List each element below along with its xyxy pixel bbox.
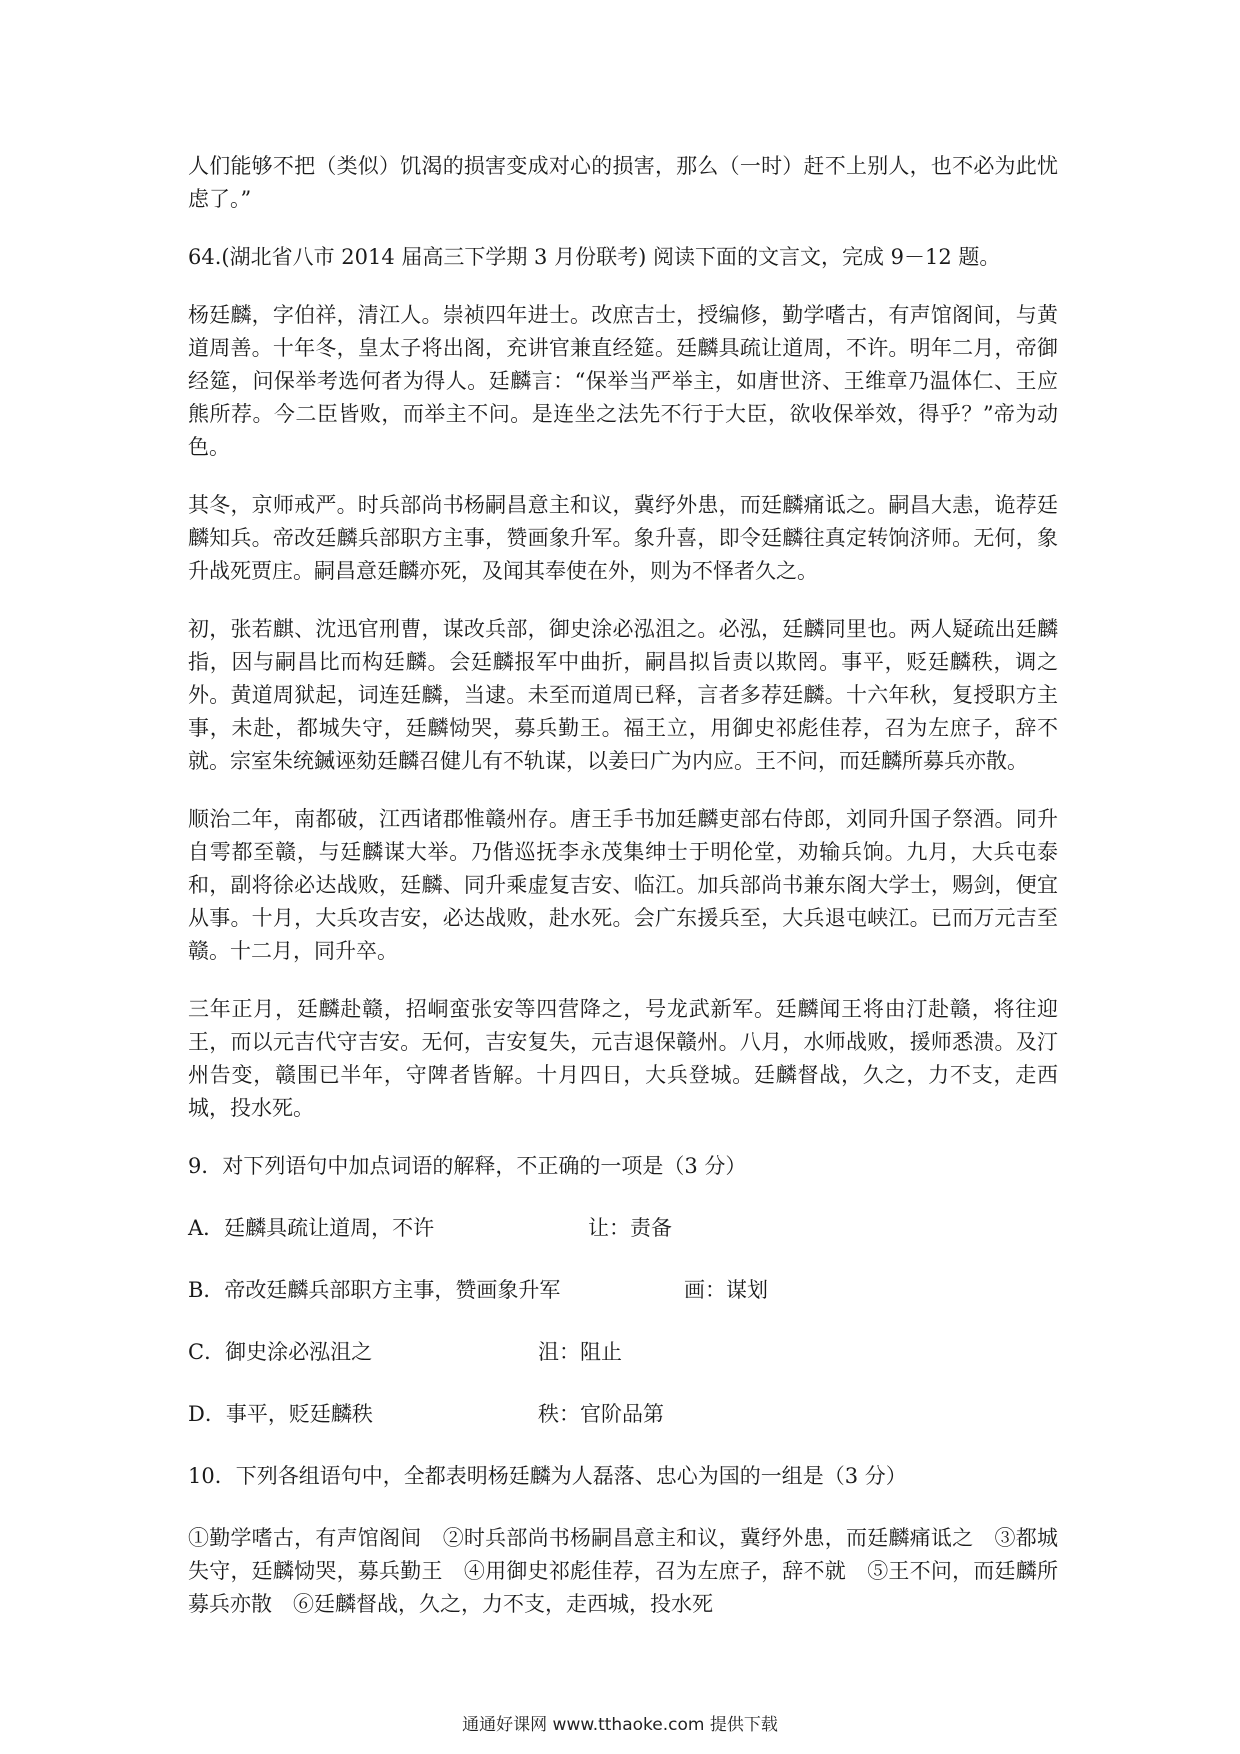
question-9-option-a xyxy=(188,1212,1058,1245)
page-content xyxy=(188,150,1058,1646)
question-header: 64.(湖北省八市 2014 届高三下学期 3 月份联考) 阅读下面的文言文，完成 9－12 题。 xyxy=(188,245,1001,269)
option-gloss: 画：谋划 xyxy=(684,1278,768,1302)
option-sentence: A．廷麟具疏让道周，不许 xyxy=(188,1216,435,1240)
passage-paragraph-4: 顺治二年，南都破，江西诸郡惟赣州存。唐王手书加廷麟吏部右侍郎，刘同升国子祭酒。同升自雩都至赣，与廷麟谋大举。乃偕巡抚李永茂集绅士于明伦堂，劝输兵饷。九月，大兵屯泰和，副将徐必达战败，廷麟、同升乘虚复吉安、临江。加兵部尚书兼东阁大学士，赐剑，便宜从事。十月，大兵攻吉安，必达战败，赴水死。会广东援兵至，大兵退屯峡江。已而万元吉至赣。十二月，同升卒。 xyxy=(188,807,1058,963)
option-gloss: 沮：阻止 xyxy=(538,1340,622,1364)
question-9-stem: 9．对下列语句中加点词语的解释，不正确的一项是（3 分） xyxy=(188,1154,747,1178)
passage-paragraph-2: 其冬，京师戒严。时兵部尚书杨嗣昌意主和议，冀纾外患，而廷麟痛诋之。嗣昌大恚，诡荐廷麟知兵。帝改廷麟兵部职方主事，赞画象升军。象升喜，即令廷麟往真定转饷济师。无何，象升战死贾庄。嗣昌意廷麟亦死，及闻其奉使在外，则为不怿者久之。 xyxy=(188,493,1058,583)
question-9-option-d xyxy=(188,1398,1058,1431)
intro-tail-paragraph: 人们能够不把（类似）饥渴的损害变成对心的损害，那么（一时）赶不上别人，也不必为此忧虑了。” xyxy=(188,154,1058,211)
question-9-option-c xyxy=(188,1336,1058,1369)
option-sentence: B．帝改廷麟兵部职方主事，赞画象升军 xyxy=(188,1278,561,1302)
option-gloss: 秩：官阶品第 xyxy=(538,1402,664,1426)
question-10-stem: 10．下列各组语句中，全都表明杨廷麟为人磊落、忠心为国的一组是（3 分） xyxy=(188,1464,907,1488)
option-gloss: 让：责备 xyxy=(588,1216,672,1240)
passage-paragraph-5: 三年正月，廷麟赴赣，招峒蛮张安等四营降之，号龙武新军。廷麟闻王将由汀赴赣，将往迎王，而以元吉代守吉安。无何，吉安复失，元吉退保赣州。八月，水师战败，援师悉溃。及汀州告变，赣围已半年，守陴者皆解。十月四日，大兵登城。廷麟督战，久之，力不支，走西城，投水死。 xyxy=(188,997,1058,1120)
option-sentence: C．御史涂必泓沮之 xyxy=(188,1340,373,1364)
passage-paragraph-3: 初，张若麒、沈迅官刑曹，谋改兵部，御史涂必泓沮之。必泓，廷麟同里也。两人疑疏出廷麟指，因与嗣昌比而构廷麟。会廷麟报军中曲折，嗣昌拟旨责以欺罔。事平，贬廷麟秩，调之外。黄道周狱起，词连廷麟，当逮。未至而道周已释，言者多荐廷麟。十六年秋，复授职方主事，未赴，都城失守，廷麟恸哭，募兵勤王。福王立，用御史祁彪佳荐，召为左庶子，辞不就。宗室朱统𨩆诬劾廷麟召健儿有不轨谋，以姜曰广为内应。王不问，而廷麟所募兵亦散。 xyxy=(188,617,1058,773)
page-footer: 通通好课网 www.tthaoke.com 提供下载 xyxy=(462,1715,778,1735)
question-10-choices: ①勤学嗜古，有声馆阁间 ②时兵部尚书杨嗣昌意主和议，冀纾外患，而廷麟痛诋之 ③都城失守，廷麟恸哭，募兵勤王 ④用御史祁彪佳荐，召为左庶子，辞不就 ⑤王不问，而廷麟所募兵亦散 ⑥廷麟督战，久之，力不支，走西城，投水死 xyxy=(188,1526,1058,1616)
passage-paragraph-1: 杨廷麟，字伯祥，清江人。崇祯四年进士。改庶吉士，授编修，勤学嗜古，有声馆阁间，与黄道周善。十年冬，皇太子将出阁，充讲官兼直经筵。廷麟具疏让道周，不许。明年二月，帝御经筵，问保举考选何者为得人。廷麟言：“保举当严举主，如唐世济、王维章乃温体仁、王应熊所荐。今二臣皆败，而举主不问。是连坐之法先不行于大臣，欲收保举效，得乎？”帝为动色。 xyxy=(188,303,1058,459)
option-sentence: D．事平，贬廷麟秩 xyxy=(188,1402,373,1426)
question-9-option-b xyxy=(188,1274,1058,1307)
